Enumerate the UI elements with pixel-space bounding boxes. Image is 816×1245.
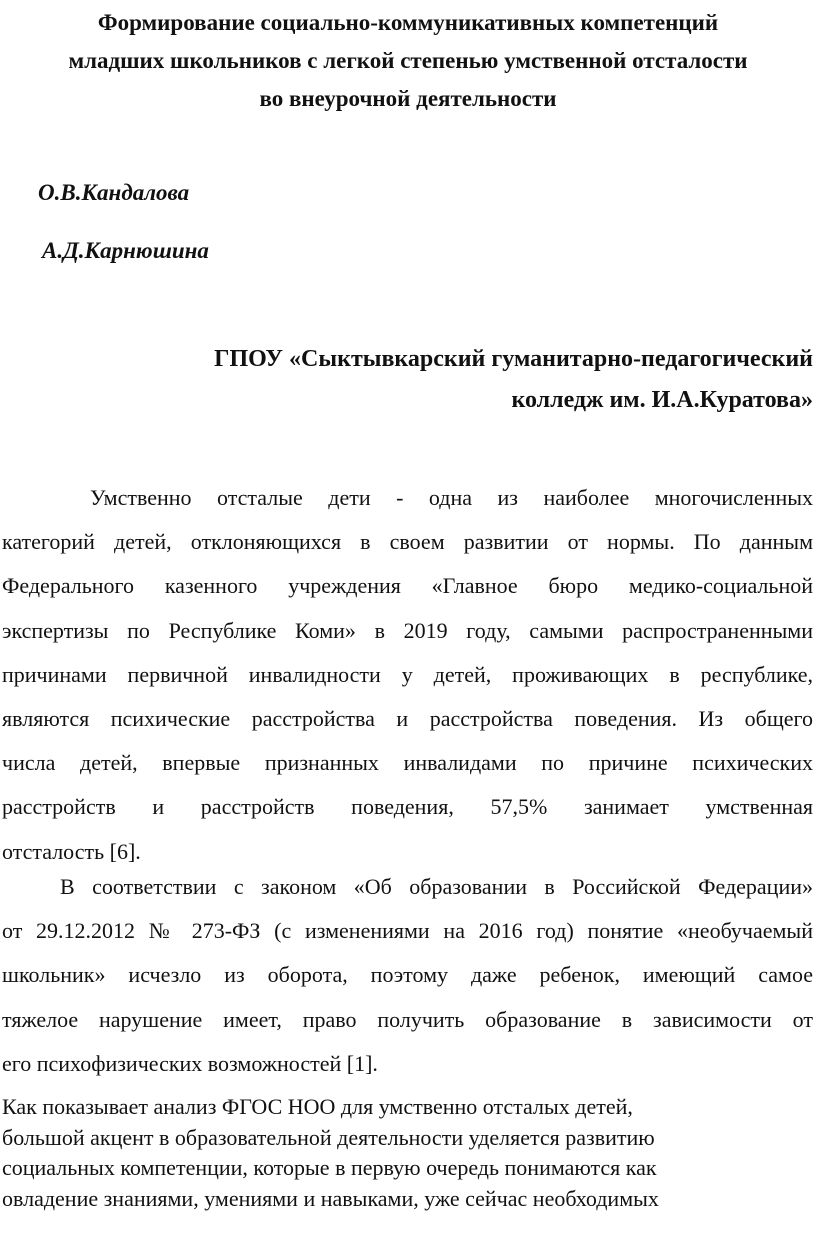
document-title bbox=[0, 4, 816, 118]
text-line: В соответствии с законом «Об образовании в Российской Федерации» bbox=[60, 874, 813, 899]
text-line: Как показывает анализ ФГОС НОО для умственно отсталых детей, bbox=[2, 1094, 633, 1119]
text-line: тяжелое нарушение имеет, право получить образование в зависимости от bbox=[2, 1006, 813, 1032]
text-line: экспертизы по Республике Коми» в 2019 году, самыми распространенными bbox=[2, 617, 813, 643]
text-line: расстройств и расстройств поведения, 57,5% занимает умственная bbox=[2, 794, 813, 820]
text-line: являются психические расстройства и расстройства поведения. Из общего bbox=[2, 705, 813, 731]
text-line: Умственно отсталые дети - одна из наиболее многочисленных bbox=[90, 485, 813, 510]
body-paragraph bbox=[2, 476, 813, 874]
author-name: А.Д.Карнюшина bbox=[42, 238, 209, 263]
institution bbox=[214, 339, 813, 421]
text-line: причинами первичной инвалидности у детей, проживающих в республике, bbox=[2, 661, 813, 687]
author-name: О.В.Кандалова bbox=[38, 180, 190, 205]
text-line: отсталость [6]. bbox=[2, 838, 141, 864]
text-line: числа детей, впервые признанных инвалидами по причине психических bbox=[2, 750, 813, 776]
text-line: школьник» исчезло из оборота, поэтому даже ребенок, имеющий самое bbox=[2, 962, 813, 988]
body-paragraph bbox=[2, 865, 813, 1086]
text-line: от 29.12.2012 № 273-ФЗ (с изменениями на 2016 год) понятие «необучаемый bbox=[2, 918, 813, 944]
text-line: категорий детей, отклоняющихся в своем развитии от нормы. По данным bbox=[2, 529, 813, 555]
title-line: Формирование социально-коммуникативных компетенций bbox=[97, 10, 719, 35]
text-line: его психофизических возможностей [1]. bbox=[2, 1050, 378, 1076]
text-line: социальных компетенции, которые в первую очередь понимаются как bbox=[2, 1155, 657, 1180]
text-line: овладение знаниями, умениями и навыками, уже сейчас необходимых bbox=[2, 1185, 659, 1211]
institution-line: колледж им. И.А.Куратова» bbox=[511, 387, 813, 413]
text-line: Федерального казенного учреждения «Главное бюро медико-социальной bbox=[2, 573, 813, 599]
title-line: младших школьников с легкой степенью умственной отсталости bbox=[68, 48, 748, 73]
title-line: во внеурочной деятельности bbox=[259, 86, 557, 111]
institution-line: ГПОУ «Сыктывкарский гуманитарно-педагогический bbox=[214, 346, 813, 372]
body-paragraph bbox=[2, 1092, 802, 1214]
text-line: большой акцент в образовательной деятельности уделяется развитию bbox=[2, 1124, 655, 1150]
